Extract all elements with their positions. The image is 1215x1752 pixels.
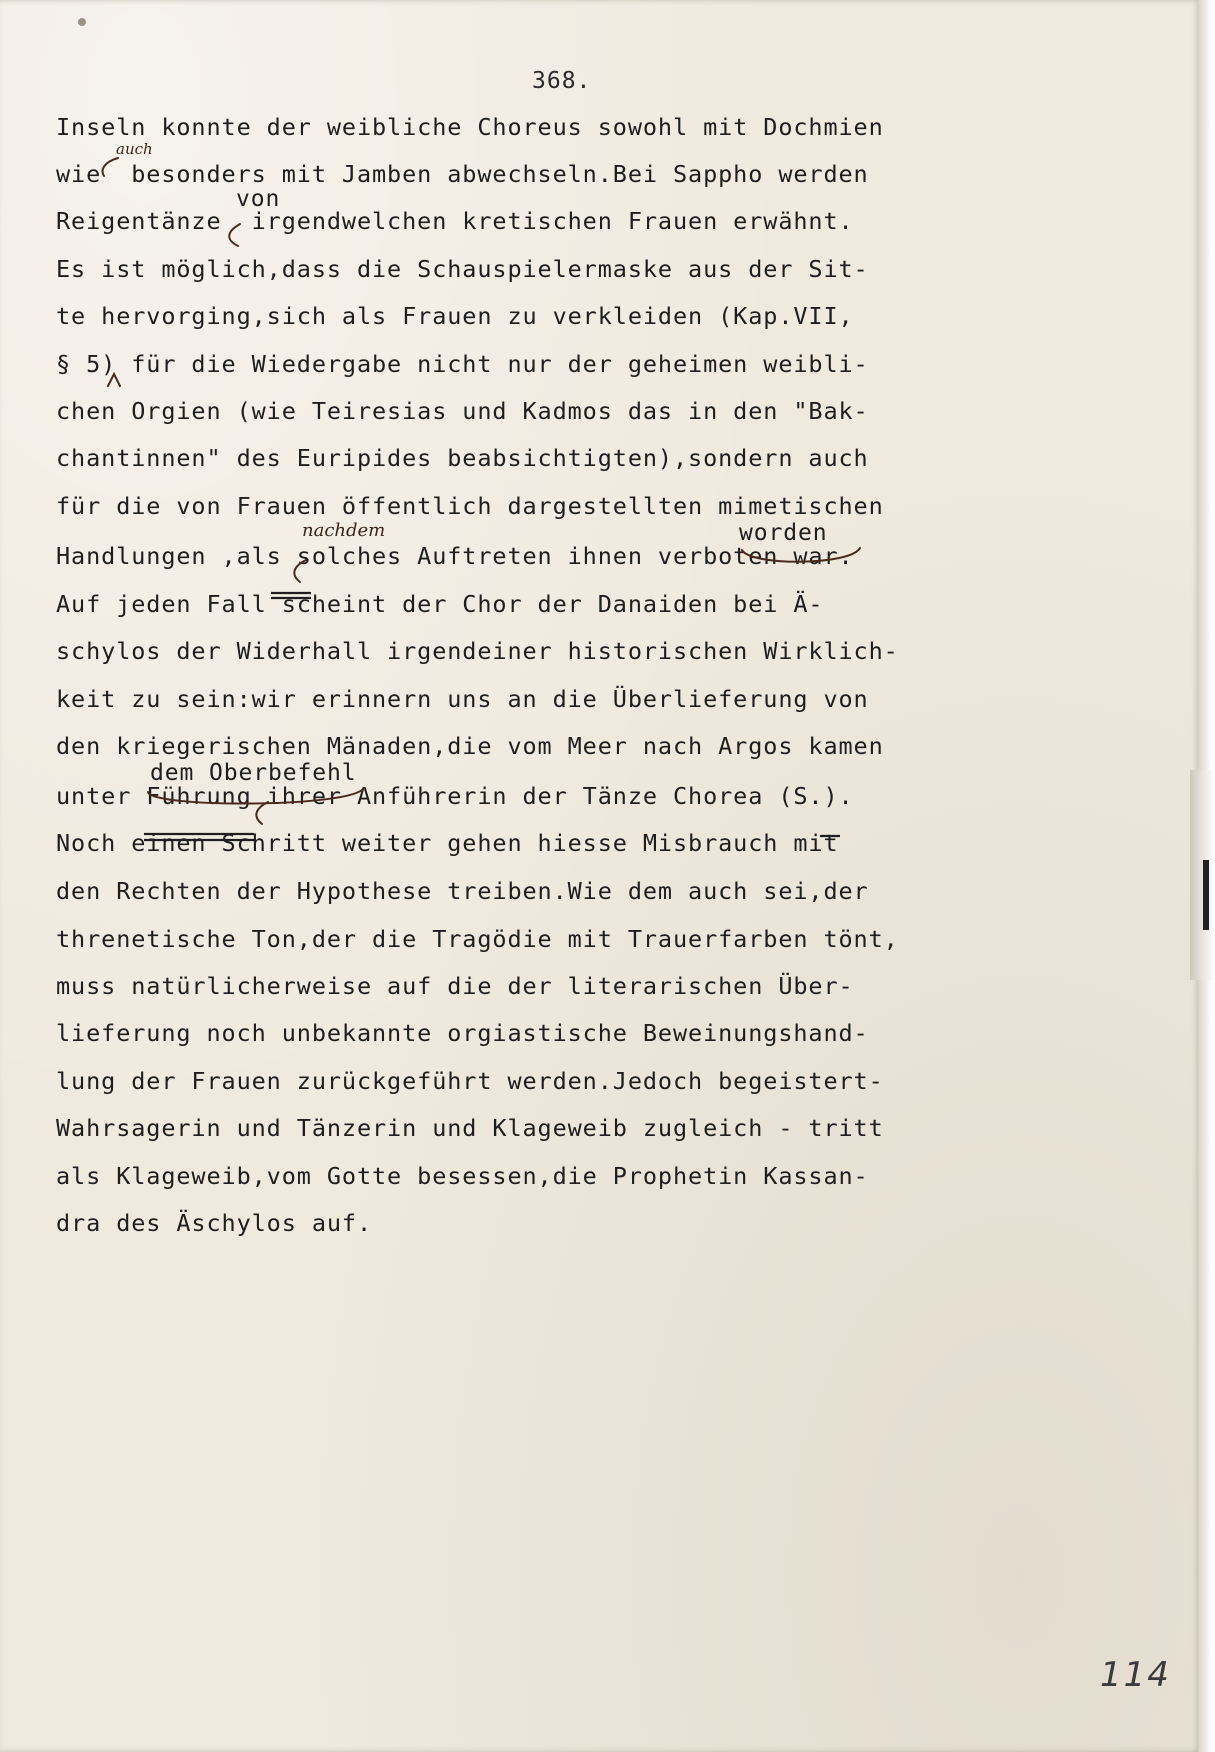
- text-line: Noch einen Schritt weiter gehen hiesse Misbrauch mit: [56, 829, 839, 857]
- text-line: chen Orgien (wie Teiresias und Kadmos das in den "Bak-: [56, 397, 869, 425]
- typed-insertion-worden: worden: [739, 520, 828, 546]
- text-line: unter Führung ihrer Anführerin der Tänze Chorea (S.).: [56, 782, 854, 810]
- text-line: wie besonders mit Jamben abwechseln.Bei Sappho werden: [56, 160, 869, 188]
- text-line: Es ist möglich,dass die Schauspielermaske aus der Sit-: [56, 255, 869, 283]
- insertion-caret-auch: [103, 158, 118, 176]
- text-line: te hervorging,sich als Frauen zu verkleiden (Kap.VII,: [56, 302, 854, 330]
- text-line: für die von Frauen öffentlich dargestellten mimetischen: [56, 492, 884, 520]
- handwritten-insertion-auch: auch: [116, 140, 153, 158]
- text-line: den Rechten der Hypothese treiben.Wie dem auch sei,der: [56, 877, 869, 905]
- text-line: Handlungen ,als solches Auftreten ihnen verboten war.: [56, 542, 854, 570]
- insertion-caret-von: [229, 224, 240, 246]
- text-line: Reigentänze irgendwelchen kretischen Frauen erwähnt.: [56, 207, 854, 235]
- page-number: 368.: [532, 68, 592, 94]
- text-line: § 5) für die Wiedergabe nicht nur der geheimen weibli-: [56, 350, 869, 378]
- text-line: Auf jeden Fall scheint der Chor der Danaiden bei Ä-: [56, 590, 824, 618]
- text-line: lieferung noch unbekannte orgiastische Beweinungshand-: [56, 1019, 869, 1047]
- text-line: dra des Äschylos auf.: [56, 1209, 373, 1237]
- text-line: chantinnen" des Euripides beabsichtigten),sondern auch: [56, 444, 869, 472]
- insertion-caret-nachdem: [294, 560, 306, 582]
- typed-insertion-dem-oberbefehl: dem Oberbefehl: [150, 760, 357, 786]
- text-line: keit zu sein:wir erinnern uns an die Überlieferung von: [56, 685, 869, 713]
- text-line: Wahrsagerin und Tänzerin und Klageweib zugleich - tritt: [56, 1114, 884, 1142]
- text-line: muss natürlicherweise auf die der literarischen Über-: [56, 972, 854, 1000]
- insertion-caret-unter: [256, 802, 268, 824]
- text-line: threnetische Ton,der die Tragödie mit Trauerfarben tönt,: [56, 925, 899, 953]
- text-line: Inseln konnte der weibliche Choreus sowohl mit Dochmien: [56, 113, 884, 141]
- text-line: den kriegerischen Mänaden,die vom Meer nach Argos kamen: [56, 732, 884, 760]
- text-line: als Klageweib,vom Gotte besessen,die Prophetin Kassan-: [56, 1162, 869, 1190]
- handwritten-insertion-nachdem: nachdem: [302, 520, 386, 541]
- text-line: schylos der Widerhall irgendeiner historischen Wirklich-: [56, 637, 899, 665]
- folio-number: 114: [1100, 1655, 1171, 1695]
- typed-insertion-von: von: [236, 186, 281, 212]
- insertion-bracket-dem-oberbefehl: [148, 788, 364, 804]
- text-line: lung der Frauen zurückgeführt werden.Jedoch begeistert-: [56, 1067, 884, 1095]
- insertion-caret-kap: [108, 374, 120, 386]
- insertion-bracket-worden: [742, 548, 860, 562]
